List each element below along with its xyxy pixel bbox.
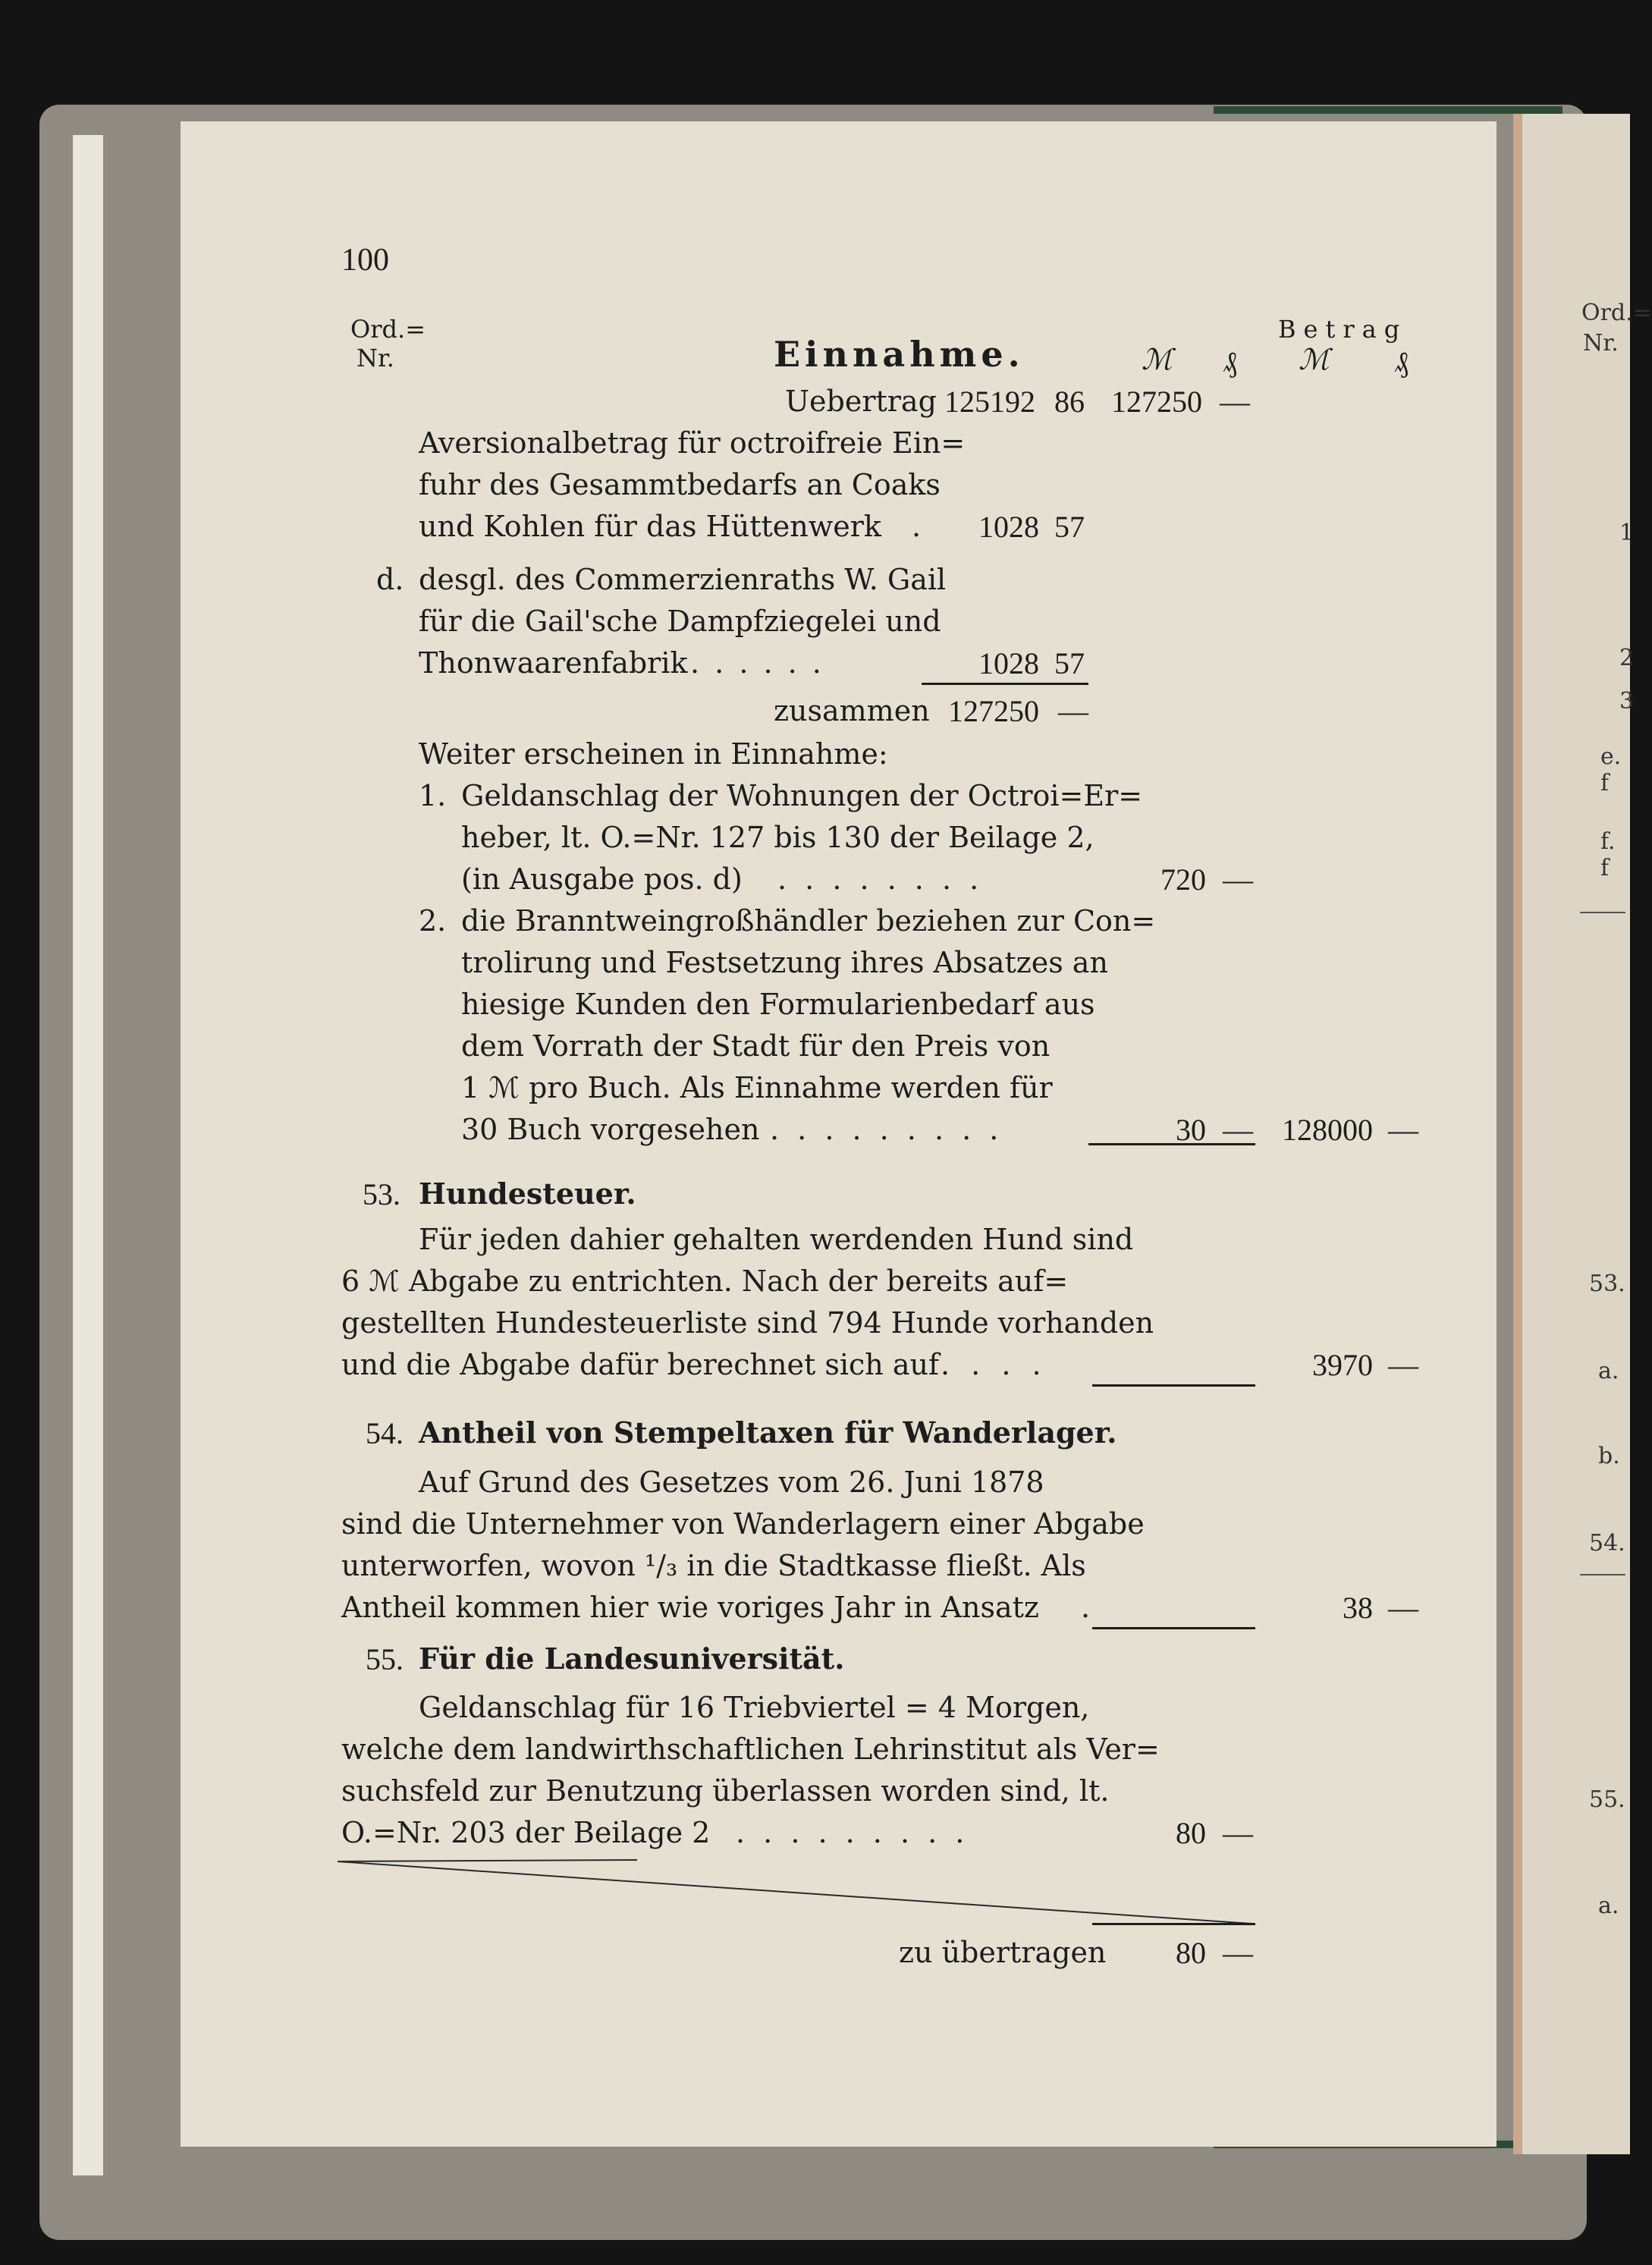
section-number: 55. <box>366 1642 404 1676</box>
item-2-line: hiesige Kunden den Formularienbedarf aus <box>461 988 1095 1021</box>
section-54-line: unterworfen, wovon ¹/₃ in die Stadtkasse fließt. Als <box>341 1549 1086 1582</box>
item-1-line: (in Ausgabe pos. d) <box>461 862 743 896</box>
item-2-line: dem Vorrath der Stadt für den Preis von <box>461 1029 1051 1063</box>
leader-dots: . . . . . . . . . <box>736 1816 969 1849</box>
section-53-line: und die Abgabe dafür berechnet sich auf <box>341 1348 940 1381</box>
leader-dots: . <box>912 510 922 543</box>
section-55-line: Geldanschlag für 16 Triebviertel = 4 Morgen, <box>419 1691 1090 1724</box>
cover-edge-top <box>1214 106 1562 114</box>
section-54-line: sind die Unternehmer von Wanderlagern einer Abgabe <box>341 1507 1145 1541</box>
item-d-line: desgl. des Commerzienraths W. Gail <box>419 563 947 596</box>
section-number: 53. <box>363 1177 400 1211</box>
column-header-nr: Nr. <box>356 344 394 372</box>
section-number: 54. <box>366 1416 404 1450</box>
item-number: 2. <box>419 904 447 938</box>
item-2-total-pf: — <box>1388 1113 1418 1147</box>
section-54-total-mark: 38 <box>1343 1591 1373 1625</box>
section-55-line: O.=Nr. 203 der Beilage 2 <box>341 1816 711 1849</box>
facing-fragment: 1 <box>1619 520 1635 546</box>
section-55-mark: 80 <box>1176 1816 1206 1850</box>
item-2-line: 1 ℳ pro Buch. Als Einnahme werden für <box>461 1071 1053 1104</box>
uebertrag-mark: 125192 <box>944 385 1035 419</box>
item-2-total-mark: 128000 <box>1282 1113 1373 1147</box>
facing-header-ord: Ord.= <box>1581 300 1652 326</box>
page-title: Einnahme. <box>774 334 1025 375</box>
uebertrag-total-pf: — <box>1220 385 1250 419</box>
section-55-line: suchsfeld zur Benutzung überlassen worden sind, lt. <box>341 1774 1110 1808</box>
zusammen-pf: — <box>1058 694 1088 728</box>
aversional-mark: 1028 <box>978 510 1039 544</box>
leader-dots: . . . . . . <box>690 646 824 680</box>
aversional-line: Aversionalbetrag für octroifreie Ein= <box>419 426 966 460</box>
carry-forward-label: zu übertragen <box>899 1936 1107 1969</box>
item-2-pf: — <box>1223 1113 1253 1147</box>
weiter-line: Weiter erscheinen in Einnahme: <box>419 737 888 771</box>
item-d-mark: 1028 <box>978 646 1039 680</box>
mark-currency-symbol: ℳ <box>1142 343 1173 376</box>
leader-dots: . . . . . . . . . <box>770 1113 1003 1146</box>
pfennig-symbol: ₰ <box>1394 345 1409 379</box>
facing-header-nr: Nr. <box>1583 330 1619 357</box>
item-2-line: trolirung und Festsetzung ihres Absatzes an <box>461 946 1108 979</box>
carry-forward-pf: — <box>1223 1936 1253 1970</box>
uebertrag-total-mark: 127250 <box>1111 385 1202 419</box>
section-53-total-pf: — <box>1388 1348 1418 1382</box>
mark-currency-symbol: ℳ <box>1299 343 1330 376</box>
facing-fragment: 53. <box>1589 1271 1625 1297</box>
item-2-mark: 30 <box>1176 1113 1206 1147</box>
uebertrag-label: Uebertrag <box>785 385 937 418</box>
section-title: Antheil von Stempeltaxen für Wanderlager. <box>419 1415 1117 1450</box>
facing-fragment: b. <box>1598 1443 1620 1469</box>
leader-dots: . . . . <box>941 1348 1047 1381</box>
item-2-line: 30 Buch vorgesehen <box>461 1113 760 1146</box>
zusammen-mark: 127250 <box>948 694 1039 728</box>
column-header-ord: Ord.= <box>350 315 426 344</box>
section-55-pf: — <box>1223 1816 1253 1850</box>
section-53-line: gestellten Hundesteuerliste sind 794 Hunde vorhanden <box>341 1306 1154 1340</box>
section-54-total-pf: — <box>1388 1591 1418 1625</box>
aversional-line: und Kohlen für das Hüttenwerk <box>419 510 881 543</box>
item-number: 1. <box>419 779 447 812</box>
item-d-line: für die Gail'sche Dampfziegelei und <box>419 605 941 638</box>
sum-rule <box>1092 1923 1255 1925</box>
zusammen-label: zusammen <box>774 694 930 727</box>
facing-fragment: e. f <box>1600 743 1622 796</box>
sum-rule <box>1092 1627 1255 1629</box>
closing-rule <box>334 1851 1259 1927</box>
sum-rule <box>1088 1143 1255 1145</box>
facing-fragment: f. f <box>1600 828 1616 881</box>
column-header-betrag: Betrag <box>1278 315 1408 344</box>
item-d-line: Thonwaarenfabrik <box>419 646 688 680</box>
facing-fragment: 55. <box>1589 1786 1625 1813</box>
pfennig-symbol: ₰ <box>1223 345 1237 379</box>
section-title: Für die Landesuniversität. <box>419 1641 845 1676</box>
item-1-line: heber, lt. O.=Nr. 127 bis 130 der Beilage 2, <box>461 821 1095 854</box>
item-2-line: die Branntweingroßhändler beziehen zur Con= <box>461 904 1156 938</box>
facing-fragment: 3 <box>1619 688 1635 715</box>
item-d-pf: 57 <box>1054 646 1085 680</box>
leader-dots: . <box>1081 1591 1091 1624</box>
sum-rule <box>922 683 1088 685</box>
facing-page <box>1513 114 1652 2154</box>
facing-fragment: 2 <box>1619 645 1635 671</box>
section-55-line: welche dem landwirthschaftlichen Lehrinstitut als Ver= <box>341 1733 1160 1766</box>
uebertrag-pf: 86 <box>1054 385 1085 419</box>
sum-rule <box>1092 1384 1255 1387</box>
aversional-pf: 57 <box>1054 510 1085 544</box>
facing-fragment: a. <box>1598 1893 1619 1919</box>
page-gutter <box>1513 114 1522 2154</box>
section-54-line: Antheil kommen hier wie voriges Jahr in Ansatz <box>341 1591 1039 1624</box>
facing-rule <box>1580 912 1625 913</box>
carry-forward-mark: 80 <box>1176 1936 1206 1970</box>
section-53-line: Für jeden dahier gehalten werdenden Hund sind <box>419 1223 1134 1256</box>
page-number: 100 <box>341 243 389 278</box>
section-53-line: 6 ℳ Abgabe zu entrichten. Nach der bereits auf= <box>341 1264 1069 1298</box>
section-54-line: Auf Grund des Gesetzes vom 26. Juni 1878 <box>419 1465 1044 1499</box>
item-1-line: Geldanschlag der Wohnungen der Octroi=Er= <box>461 779 1143 812</box>
facing-fragment: 54. <box>1589 1530 1625 1557</box>
aversional-line: fuhr des Gesammtbedarfs an Coaks <box>419 468 941 501</box>
item-letter: d. <box>376 563 404 596</box>
item-1-pf: — <box>1223 862 1253 897</box>
item-1-mark: 720 <box>1160 862 1206 897</box>
section-title: Hundesteuer. <box>419 1176 636 1211</box>
facing-fragment: a. <box>1598 1358 1619 1384</box>
leader-dots: . . . . . . . . <box>777 862 984 896</box>
page-edge <box>73 135 103 2175</box>
section-53-total-mark: 3970 <box>1312 1348 1373 1382</box>
facing-rule <box>1580 1574 1625 1575</box>
